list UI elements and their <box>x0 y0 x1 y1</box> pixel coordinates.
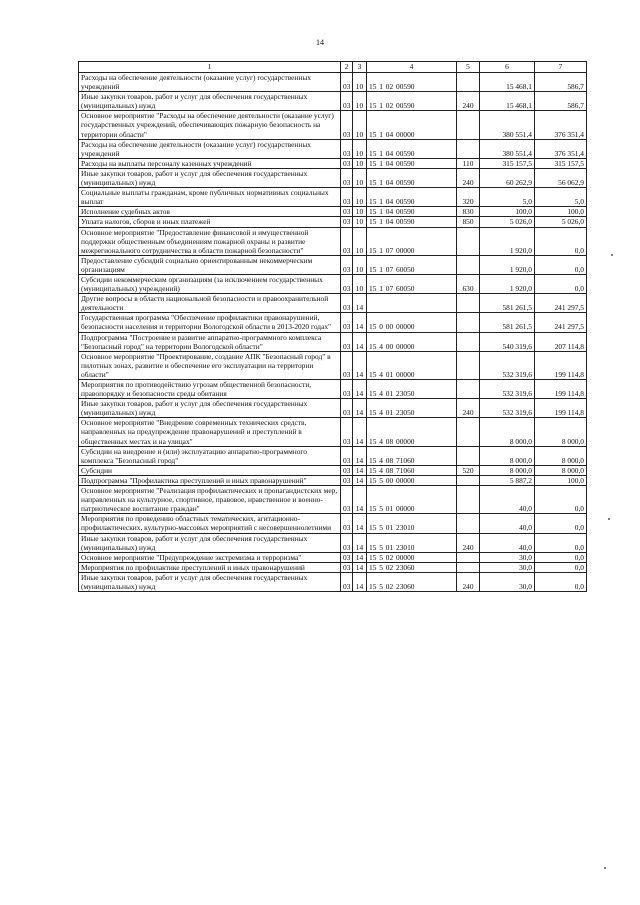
column-header: 1 <box>79 62 341 73</box>
row-amount-2019: 380 551,4 <box>480 111 535 139</box>
row-name: Субсидии <box>79 465 341 475</box>
row-expense-type: 830 <box>457 207 480 217</box>
row-expense-type <box>457 380 480 399</box>
row-amount-2019: 5 026,0 <box>480 217 535 227</box>
row-section: 03 <box>341 446 353 465</box>
row-subsection: 10 <box>353 111 367 139</box>
row-target-article <box>367 294 457 313</box>
row-amount-2020: 0,0 <box>535 514 587 533</box>
row-amount-2020: 199 114,8 <box>535 380 587 399</box>
row-section: 03 <box>341 399 353 418</box>
row-amount-2019: 15 468,1 <box>480 92 535 111</box>
row-name: Иные закупки товаров, работ и услуг для обеспечения государственных (муниципальных) нужд <box>79 572 341 591</box>
row-subsection: 14 <box>353 562 367 572</box>
row-amount-2020: 0,0 <box>535 486 587 514</box>
scan-speck <box>604 867 606 869</box>
row-expense-type: 240 <box>457 533 480 552</box>
table-row <box>79 227 587 255</box>
row-subsection: 14 <box>353 351 367 379</box>
row-amount-2020: 0,0 <box>535 274 587 293</box>
row-expense-type <box>457 552 480 562</box>
row-amount-2020: 376 351,4 <box>535 111 587 139</box>
row-name: Подпрограмма "Профилактика преступлений и иных правонарушений" <box>79 475 341 485</box>
row-amount-2019: 1 920,0 <box>480 274 535 293</box>
row-name: Основное мероприятие "Предупреждение экстремизма и терроризма" <box>79 552 341 562</box>
row-section: 03 <box>341 313 353 332</box>
scan-speck <box>611 254 613 256</box>
row-amount-2019: 532 319,6 <box>480 399 535 418</box>
row-section: 03 <box>341 465 353 475</box>
row-expense-type: 240 <box>457 168 480 187</box>
row-expense-type <box>457 313 480 332</box>
row-amount-2020: 241 297,5 <box>535 294 587 313</box>
table-row <box>79 274 587 293</box>
budget-table <box>78 61 587 592</box>
row-amount-2019: 1 920,0 <box>480 227 535 255</box>
row-subsection: 10 <box>353 188 367 207</box>
row-amount-2020: 8 000,0 <box>535 465 587 475</box>
row-amount-2020: 0,0 <box>535 227 587 255</box>
row-amount-2019: 532 319,6 <box>480 380 535 399</box>
row-section: 03 <box>341 380 353 399</box>
row-expense-type <box>457 475 480 485</box>
row-name: Иные закупки товаров, работ и услуг для обеспечения государственных (муниципальных) нужд <box>79 533 341 552</box>
row-name: Основное мероприятие "Проектирование, создание АПК "Безопасный город" в пилотных зонах, развитие и обеспечение его эксплуатации на территории области" <box>79 351 341 379</box>
row-subsection: 10 <box>353 158 367 168</box>
table-row <box>79 572 587 591</box>
table-row <box>79 399 587 418</box>
row-target-article: 15 1 07 60050 <box>367 274 457 293</box>
row-subsection: 10 <box>353 217 367 227</box>
row-subsection: 14 <box>353 552 367 562</box>
row-subsection: 10 <box>353 227 367 255</box>
row-amount-2020: 100,0 <box>535 475 587 485</box>
row-section: 03 <box>341 168 353 187</box>
row-subsection: 14 <box>353 533 367 552</box>
row-subsection: 10 <box>353 139 367 158</box>
row-amount-2019: 40,0 <box>480 514 535 533</box>
row-name: Исполнение судебных актов <box>79 207 341 217</box>
row-target-article: 15 1 07 00000 <box>367 227 457 255</box>
row-name: Иные закупки товаров, работ и услуг для обеспечения государственных (муниципальных) нужд <box>79 168 341 187</box>
row-section: 03 <box>341 514 353 533</box>
row-subsection: 10 <box>353 73 367 92</box>
row-name: Иные закупки товаров, работ и услуг для обеспечения государственных (муниципальных) нужд <box>79 399 341 418</box>
row-section: 03 <box>341 562 353 572</box>
row-amount-2020: 8 000,0 <box>535 418 587 446</box>
row-subsection: 10 <box>353 168 367 187</box>
row-subsection: 10 <box>353 274 367 293</box>
row-amount-2019: 60 262,9 <box>480 168 535 187</box>
table-row <box>79 332 587 351</box>
row-target-article: 15 4 00 00000 <box>367 332 457 351</box>
row-name: Уплата налогов, сборов и иных платежей <box>79 217 341 227</box>
row-expense-type <box>457 139 480 158</box>
row-section: 03 <box>341 572 353 591</box>
row-amount-2019: 30,0 <box>480 572 535 591</box>
row-name: Иные закупки товаров, работ и услуг для обеспечения государственных (муниципальных) нужд <box>79 92 341 111</box>
row-section: 03 <box>341 486 353 514</box>
row-section: 03 <box>341 111 353 139</box>
row-subsection: 14 <box>353 294 367 313</box>
row-amount-2020: 8 000,0 <box>535 446 587 465</box>
column-header: 3 <box>353 62 367 73</box>
row-name: Основное мероприятие "Внедрение современных технических средств, направленных на предупреждение правонарушений и преступлений в общественных местах и на улицах" <box>79 418 341 446</box>
row-section: 03 <box>341 139 353 158</box>
page-number: 14 <box>316 38 324 47</box>
column-header: 6 <box>480 62 535 73</box>
row-amount-2020: 0,0 <box>535 572 587 591</box>
row-amount-2019: 5 887,2 <box>480 475 535 485</box>
row-amount-2020: 100,0 <box>535 207 587 217</box>
row-amount-2019: 380 551,4 <box>480 139 535 158</box>
table-row <box>79 158 587 168</box>
table-row <box>79 294 587 313</box>
column-header: 4 <box>367 62 457 73</box>
row-expense-type: 110 <box>457 158 480 168</box>
row-amount-2020: 241 297,5 <box>535 313 587 332</box>
row-section: 03 <box>341 217 353 227</box>
row-amount-2019: 40,0 <box>480 533 535 552</box>
row-expense-type: 520 <box>457 465 480 475</box>
row-section: 03 <box>341 158 353 168</box>
row-amount-2019: 8 000,0 <box>480 446 535 465</box>
row-subsection: 14 <box>353 332 367 351</box>
row-target-article: 15 1 04 00590 <box>367 158 457 168</box>
table-row <box>79 188 587 207</box>
row-name: Социальные выплаты гражданам, кроме публичных нормативных социальных выплат <box>79 188 341 207</box>
row-section: 03 <box>341 475 353 485</box>
table-row <box>79 217 587 227</box>
row-expense-type <box>457 562 480 572</box>
row-subsection: 14 <box>353 418 367 446</box>
row-target-article: 15 5 01 23010 <box>367 533 457 552</box>
row-expense-type: 240 <box>457 399 480 418</box>
row-amount-2020: 0,0 <box>535 562 587 572</box>
table-row <box>79 514 587 533</box>
row-target-article: 15 4 01 23050 <box>367 399 457 418</box>
row-expense-type <box>457 255 480 274</box>
row-target-article: 15 4 08 00000 <box>367 418 457 446</box>
row-target-article: 15 4 01 23050 <box>367 380 457 399</box>
row-target-article: 15 1 02 00590 <box>367 73 457 92</box>
row-amount-2020: 315 157,5 <box>535 158 587 168</box>
row-section: 03 <box>341 274 353 293</box>
row-section: 03 <box>341 188 353 207</box>
row-target-article: 15 1 04 00590 <box>367 139 457 158</box>
column-header: 5 <box>457 62 480 73</box>
row-subsection: 14 <box>353 475 367 485</box>
row-target-article: 15 1 04 00590 <box>367 207 457 217</box>
row-amount-2020: 56 062,9 <box>535 168 587 187</box>
table-row <box>79 73 587 92</box>
row-target-article: 15 5 01 23010 <box>367 514 457 533</box>
row-section: 03 <box>341 207 353 217</box>
row-expense-type <box>457 446 480 465</box>
row-name: Государственная программа "Обеспечение профилактики правонарушений, безопасности населения и территории Вологодской области в 2013-2020 годах" <box>79 313 341 332</box>
row-subsection: 10 <box>353 92 367 111</box>
row-expense-type <box>457 332 480 351</box>
row-subsection: 14 <box>353 399 367 418</box>
row-target-article: 15 4 08 71060 <box>367 446 457 465</box>
row-expense-type <box>457 351 480 379</box>
row-name: Мероприятия по противодействию угрозам общественной безопасности, правопорядку и безопасности среды обитания <box>79 380 341 399</box>
row-name: Другие вопросы в области национальной безопасности и правоохранительной деятельности <box>79 294 341 313</box>
table-row <box>79 111 587 139</box>
row-amount-2020: 0,0 <box>535 552 587 562</box>
table-row <box>79 168 587 187</box>
row-expense-type: 240 <box>457 92 480 111</box>
row-name: Основное мероприятие "Реализация профилактических и пропагандистских мер, направленных на культурное, спортивное, правовое, нравственное и военно-патриотическое воспитание граждан" <box>79 486 341 514</box>
row-name: Предоставление субсидий социально ориентированным некоммерческим организациям <box>79 255 341 274</box>
row-target-article: 15 4 01 00000 <box>367 351 457 379</box>
table-row <box>79 418 587 446</box>
row-amount-2019: 315 157,5 <box>480 158 535 168</box>
row-section: 03 <box>341 294 353 313</box>
row-section: 03 <box>341 255 353 274</box>
row-section: 03 <box>341 533 353 552</box>
row-name: Расходы на выплаты персоналу казенных учреждений <box>79 158 341 168</box>
row-amount-2019: 30,0 <box>480 552 535 562</box>
table-row <box>79 562 587 572</box>
table-row <box>79 475 587 485</box>
row-name: Основное мероприятие "Расходы на обеспечение деятельности (оказание услуг) государственных учреждений, обеспечивающих пожарную безопасность на территории области" <box>79 111 341 139</box>
row-name: Расходы на обеспечение деятельности (оказание услуг) государственных учреждений <box>79 139 341 158</box>
row-amount-2019: 40,0 <box>480 486 535 514</box>
row-subsection: 14 <box>353 465 367 475</box>
row-amount-2020: 586,7 <box>535 73 587 92</box>
table-row <box>79 465 587 475</box>
row-amount-2019: 8 000,0 <box>480 465 535 475</box>
row-subsection: 10 <box>353 255 367 274</box>
row-section: 03 <box>341 73 353 92</box>
row-expense-type: 630 <box>457 274 480 293</box>
row-subsection: 14 <box>353 446 367 465</box>
column-header: 7 <box>535 62 587 73</box>
table-row <box>79 446 587 465</box>
row-section: 03 <box>341 227 353 255</box>
table-row <box>79 351 587 379</box>
table-row <box>79 552 587 562</box>
table-row <box>79 380 587 399</box>
row-target-article: 15 5 02 23060 <box>367 562 457 572</box>
row-section: 03 <box>341 351 353 379</box>
row-amount-2020: 586,7 <box>535 92 587 111</box>
row-expense-type: 850 <box>457 217 480 227</box>
row-amount-2020: 207 114,8 <box>535 332 587 351</box>
row-target-article: 15 1 04 00590 <box>367 168 457 187</box>
row-section: 03 <box>341 418 353 446</box>
row-expense-type <box>457 227 480 255</box>
row-expense-type <box>457 294 480 313</box>
row-target-article: 15 0 00 00000 <box>367 313 457 332</box>
row-expense-type: 240 <box>457 572 480 591</box>
row-amount-2019: 30,0 <box>480 562 535 572</box>
row-expense-type <box>457 514 480 533</box>
row-name: Подпрограмма "Построение и развитие аппаратно-программного комплекса "Безопасный город" на территории Вологодской области" <box>79 332 341 351</box>
table-header-row <box>79 62 587 73</box>
row-amount-2020: 5 026,0 <box>535 217 587 227</box>
row-expense-type <box>457 73 480 92</box>
row-amount-2020: 199 114,8 <box>535 351 587 379</box>
row-expense-type <box>457 111 480 139</box>
row-amount-2020: 376 351,4 <box>535 139 587 158</box>
table-row <box>79 92 587 111</box>
row-subsection: 14 <box>353 486 367 514</box>
row-amount-2020: 0,0 <box>535 255 587 274</box>
table-row <box>79 139 587 158</box>
row-amount-2019: 581 261,5 <box>480 294 535 313</box>
row-expense-type: 320 <box>457 188 480 207</box>
table-row <box>79 255 587 274</box>
row-amount-2019: 15 468,1 <box>480 73 535 92</box>
row-expense-type <box>457 418 480 446</box>
row-target-article: 15 1 04 00000 <box>367 111 457 139</box>
column-header: 2 <box>341 62 353 73</box>
row-subsection: 14 <box>353 572 367 591</box>
row-name: Мероприятия по профилактике преступлений и иных правонарушений <box>79 562 341 572</box>
row-subsection: 14 <box>353 313 367 332</box>
row-subsection: 14 <box>353 380 367 399</box>
row-amount-2019: 5,0 <box>480 188 535 207</box>
scan-speck <box>608 518 610 520</box>
row-expense-type <box>457 486 480 514</box>
row-amount-2019: 8 000,0 <box>480 418 535 446</box>
row-subsection: 14 <box>353 514 367 533</box>
row-name: Мероприятия по проведению областных тематических, агитационно-профилактических, культурно-массовых мероприятий с несовершеннолетними <box>79 514 341 533</box>
row-amount-2020: 0,0 <box>535 533 587 552</box>
row-name: Субсидии на внедрение и (или) эксплуатацию аппаратно-программного комплекса "Безопасный город" <box>79 446 341 465</box>
row-amount-2020: 199 114,8 <box>535 399 587 418</box>
table-row <box>79 207 587 217</box>
row-section: 03 <box>341 552 353 562</box>
row-target-article: 15 5 02 00000 <box>367 552 457 562</box>
row-name: Расходы на обеспечение деятельности (оказание услуг) государственных учреждений <box>79 73 341 92</box>
table-row <box>79 486 587 514</box>
row-amount-2019: 1 920,0 <box>480 255 535 274</box>
row-amount-2019: 581 261,5 <box>480 313 535 332</box>
row-target-article: 15 5 01 00000 <box>367 486 457 514</box>
row-amount-2020: 5,0 <box>535 188 587 207</box>
row-name: Основное мероприятие "Предоставление финансовой и имущественной поддержки общественным объединениям пожарной охраны и развитие межрегионального сотрудничества в области пожарной безопасности" <box>79 227 341 255</box>
row-amount-2019: 540 319,6 <box>480 332 535 351</box>
row-amount-2019: 532 319,6 <box>480 351 535 379</box>
row-target-article: 15 5 02 23060 <box>367 572 457 591</box>
row-name: Субсидии некоммерческим организациям (за исключением государственных (муниципальных) учреждений) <box>79 274 341 293</box>
row-section: 03 <box>341 92 353 111</box>
table-row <box>79 313 587 332</box>
row-target-article: 15 1 07 60050 <box>367 255 457 274</box>
row-section: 03 <box>341 332 353 351</box>
row-target-article: 15 1 02 00590 <box>367 92 457 111</box>
table-row <box>79 533 587 552</box>
row-target-article: 15 5 00 00000 <box>367 475 457 485</box>
row-target-article: 15 1 04 00590 <box>367 188 457 207</box>
row-target-article: 15 1 04 00590 <box>367 217 457 227</box>
row-target-article: 15 4 08 71060 <box>367 465 457 475</box>
row-amount-2019: 100,0 <box>480 207 535 217</box>
row-subsection: 10 <box>353 207 367 217</box>
